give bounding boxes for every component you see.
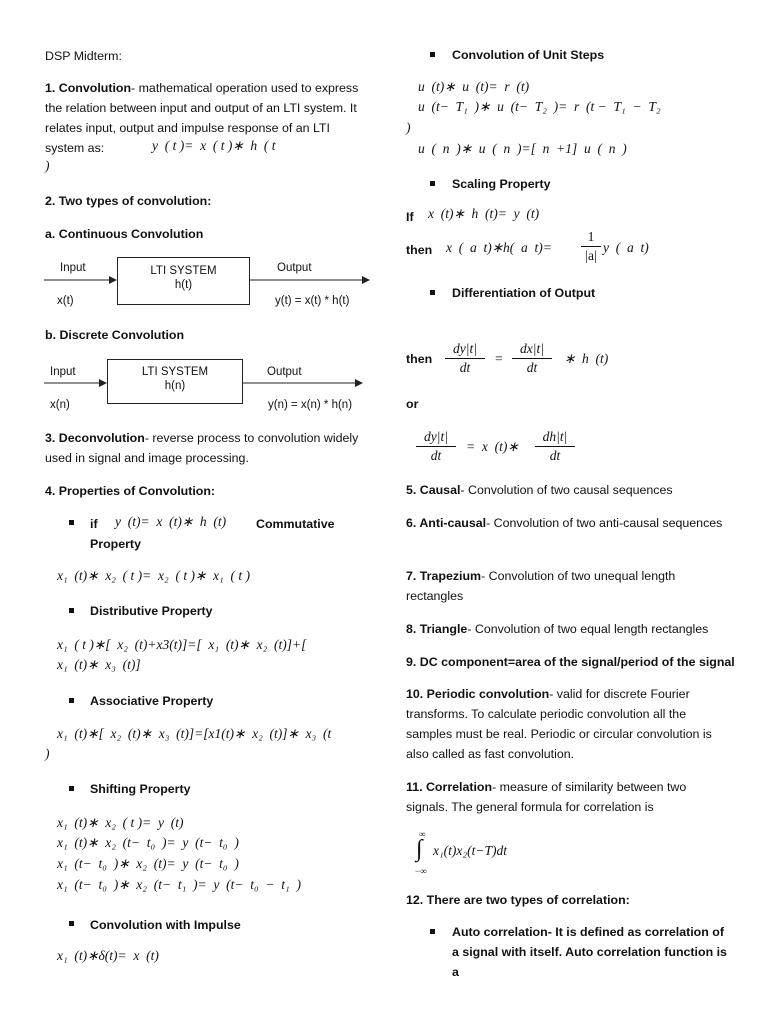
anticausal-text: - Convolution of two anti-causal sequences xyxy=(486,516,723,530)
associative-line-2: ) xyxy=(45,746,50,761)
scaling-if: If xyxy=(406,210,414,224)
shifting-line-3: x₁ (t− t₀ )∗ x₂ (t)= y (t− t₀ ) xyxy=(57,856,239,871)
cont-input-signal: x(t) xyxy=(57,295,74,307)
commutative-label-2: Property xyxy=(90,537,141,551)
section-correlation xyxy=(406,777,724,817)
anticausal-heading: 6. Anti-causal xyxy=(406,516,487,530)
unit-steps-line-2: u (t− T₁ )∗ u (t− T₂ )= r (t − T₁ − T₂ xyxy=(418,99,661,114)
triangle-text: - Convolution of two equal length rectangles xyxy=(467,622,709,636)
unit-steps-label: Convolution of Unit Steps xyxy=(452,48,605,62)
diff-fraction-2 xyxy=(512,340,552,377)
bullet xyxy=(69,921,74,926)
disc-arrows xyxy=(44,373,374,393)
diff2-fraction-2-num: dh|t| xyxy=(535,428,575,447)
section-deconvolution xyxy=(45,428,365,468)
distributive-label: Distributive Property xyxy=(90,604,213,618)
commutative-label-1: Commutative xyxy=(256,517,335,531)
bullet xyxy=(430,929,435,934)
disc-box-subtitle: h(n) xyxy=(164,380,186,392)
causal-text: - Convolution of two causal sequences xyxy=(460,483,673,497)
disc-output-label: Output xyxy=(267,366,302,378)
diff2-fraction-2-den: dt xyxy=(549,448,561,463)
cont-arrows xyxy=(44,270,374,290)
cont-box-subtitle: h(t) xyxy=(174,279,193,291)
bullet xyxy=(69,608,74,613)
diff-fraction-2-den: dt xyxy=(526,360,538,375)
causal-heading: 5. Causal xyxy=(406,483,461,497)
distributive-line-2: x₁ (t)∗ x₃ (t)] xyxy=(57,657,141,672)
dc-component: 9. DC component=area of the signal/period of the signal xyxy=(406,655,735,669)
integral-sign: ∫ xyxy=(416,836,423,862)
disc-input-signal: x(n) xyxy=(50,399,70,411)
properties-heading: 4. Properties of Convolution: xyxy=(45,484,216,498)
deconvolution-definition: - reverse process to convolution widely used in signal and image processing. xyxy=(45,431,359,465)
section-anticausal xyxy=(406,513,726,533)
shifting-line-4: x₁ (t− t₀ )∗ x₂ (t− t₁ )= y (t− t₀ − t₁ ) xyxy=(57,877,301,892)
scaling-equation-1: x (t)∗ h (t)= y (t) xyxy=(428,206,540,221)
diff-then: then xyxy=(406,352,433,366)
auto-correlation-text: - It is defined as correlation of a signal with itself. Auto correlation function is a xyxy=(452,925,727,979)
shifting-line-2: x₁ (t)∗ x₂ (t− t₀ )= y (t− t₀ ) xyxy=(57,835,239,850)
diff-fraction-1-den: dt xyxy=(459,360,471,375)
diff2-mid: = x (t)∗ xyxy=(466,439,519,454)
convolution-definition: - mathematical operation used to express the relation between input and output of an LTI system. It relates input, output and impulse response of an LTI system as: xyxy=(45,81,359,155)
auto-correlation xyxy=(452,922,727,982)
cont-output-label: Output xyxy=(277,262,312,274)
trapezium-text: - Convolution of two unequal length rectangles xyxy=(406,569,676,603)
impulse-line: x₁ (t)∗δ(t)= x (t) xyxy=(57,948,159,963)
types-heading: 2. Two types of convolution: xyxy=(45,194,212,208)
diff-equals: = xyxy=(495,351,503,366)
distributive-line-1: x₁ ( t )∗[ x₂ (t)+x3(t)]=[ x₁ (t)∗ x₂ (t)]+[ xyxy=(57,637,307,652)
doc-title: DSP Midterm: xyxy=(45,49,122,63)
commutative-if: if xyxy=(90,517,98,531)
scaling-fraction-den: |a| xyxy=(585,248,597,263)
periodic-text: - valid for discrete Fourier transforms. To calculate periodic convolution all the samples must be real. Periodic or circular convolution is also called as fast convolution. xyxy=(406,687,712,761)
associative-line-1: x₁ (t)∗[ x₂ (t)∗ x₃ (t)]=[x1(t)∗ x₂ (t)]∗ x₃ (t xyxy=(57,726,332,741)
disc-output-signal: y(n) = x(n) * h(n) xyxy=(268,399,353,411)
convolution-equation: y ( t )= x ( t )∗ h ( t xyxy=(152,138,276,153)
diff-fraction-1 xyxy=(445,340,485,377)
convolution-heading: 1. Convolution xyxy=(45,81,132,95)
diff-or: or xyxy=(406,397,419,411)
bullet xyxy=(430,290,435,295)
diff2-fraction-1 xyxy=(416,428,456,465)
commutative-line: x₁ (t)∗ x₂ ( t )= x₂ ( t )∗ x₁ ( t ) xyxy=(57,568,250,583)
associative-label: Associative Property xyxy=(90,694,214,708)
section-periodic xyxy=(406,684,724,764)
auto-correlation-heading: Auto correlation xyxy=(452,925,548,939)
correlation-types-heading: 12. There are two types of correlation: xyxy=(406,893,630,907)
periodic-heading: 10. Periodic convolution xyxy=(406,687,550,701)
diff-fraction-2-num: dx|t| xyxy=(512,340,552,359)
bullet xyxy=(430,181,435,186)
scaling-then: then xyxy=(406,243,433,257)
scaling-fraction xyxy=(581,228,601,265)
cont-output-signal: y(t) = x(t) * h(t) xyxy=(275,295,350,307)
scaling-label: Scaling Property xyxy=(452,177,551,191)
trapezium-heading: 7. Trapezium xyxy=(406,569,482,583)
correlation-heading: 11. Correlation xyxy=(406,780,493,794)
bullet xyxy=(69,786,74,791)
shifting-line-1: x₁ (t)∗ x₂ ( t )= y (t) xyxy=(57,815,184,830)
cont-input-label: Input xyxy=(60,262,86,274)
deconvolution-heading: 3. Deconvolution xyxy=(45,431,145,445)
continuous-heading: a. Continuous Convolution xyxy=(45,227,204,241)
differentiation-label: Differentiation of Output xyxy=(452,286,596,300)
disc-box-title: LTI SYSTEM xyxy=(141,366,209,378)
unit-steps-line-1: u (t)∗ u (t)= r (t) xyxy=(418,79,530,94)
diff2-fraction-1-den: dt xyxy=(430,448,442,463)
unit-steps-line-3: u ( n )∗ u ( n )=[ n +1] u ( n ) xyxy=(418,141,627,156)
integral-lower: −∞ xyxy=(415,866,427,876)
bullet xyxy=(430,52,435,57)
scaling-equation-3: y ( a t) xyxy=(603,240,649,255)
bullet xyxy=(69,698,74,703)
triangle-heading: 8. Triangle xyxy=(406,622,468,636)
section-trapezium xyxy=(406,566,726,606)
diff-tail: ∗ h (t) xyxy=(564,351,609,366)
convolution-equation-end: ) xyxy=(45,158,50,173)
section-triangle xyxy=(406,619,736,639)
shifting-label: Shifting Property xyxy=(90,782,191,796)
cont-box-title: LTI SYSTEM xyxy=(150,265,217,277)
scaling-equation-2: x ( a t)∗h( a t)= xyxy=(446,240,552,255)
diff2-fraction-2 xyxy=(535,428,575,465)
integral-body: x₁(t)x₂(t−T)dt xyxy=(433,843,507,858)
discrete-heading: b. Discrete Convolution xyxy=(45,328,185,342)
correlation-text: - measure of similarity between two signals. The general formula for correlation is xyxy=(406,780,687,814)
impulse-label: Convolution with Impulse xyxy=(90,918,241,932)
section-causal xyxy=(406,480,726,500)
disc-input-label: Input xyxy=(50,366,76,378)
diff-fraction-1-num: dy|t| xyxy=(445,340,485,359)
commutative-equation: y (t)= x (t)∗ h (t) xyxy=(115,514,227,529)
unit-steps-line-2-end: ) xyxy=(406,120,411,135)
bullet xyxy=(69,520,74,525)
scaling-fraction-num: 1 xyxy=(581,228,601,247)
integral-upper: ∞ xyxy=(419,829,426,839)
diff2-fraction-1-num: dy|t| xyxy=(416,428,456,447)
